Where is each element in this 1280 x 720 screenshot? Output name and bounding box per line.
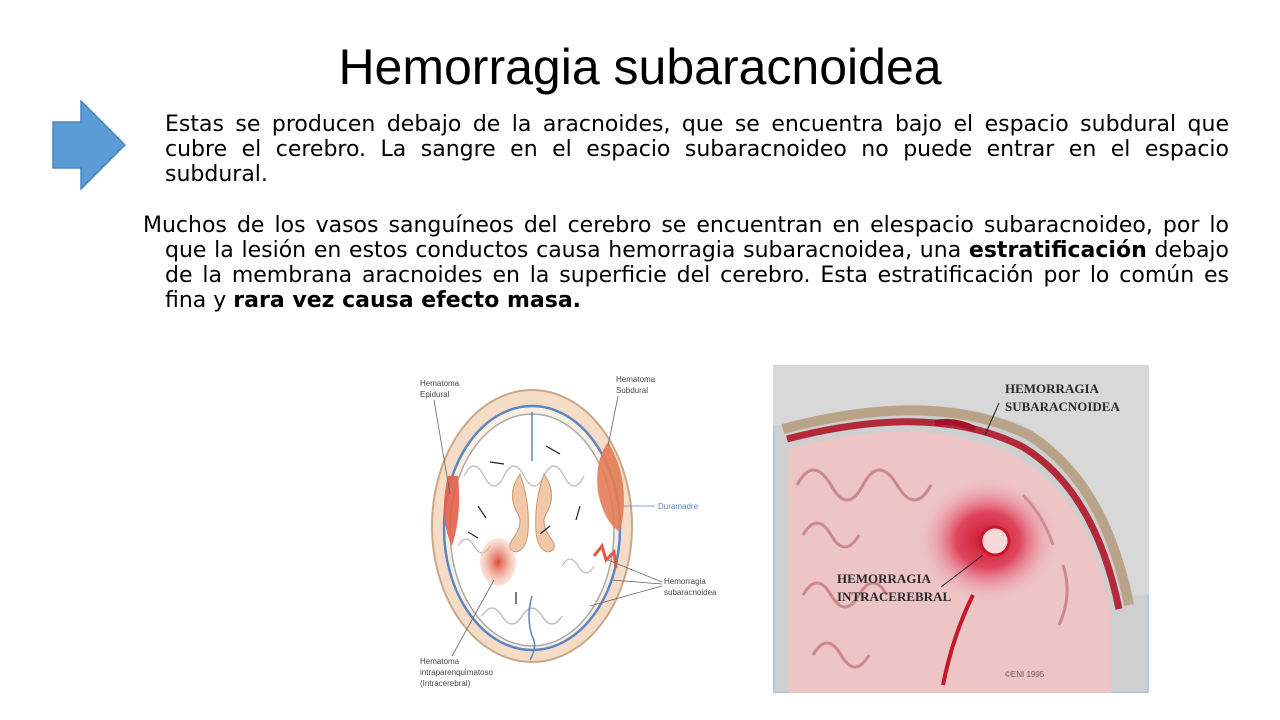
label-hematoma-epidural-2: Epidural (420, 390, 450, 399)
label-intra-2: intraparenquimatoso (420, 668, 493, 677)
hemorrhage-illustration (773, 365, 1149, 693)
paragraph-subaracnoid-location: Estas se producen debajo de la aracnoides, que se encuentra bajo el espacio subdural que cubre el cerebro. La sangre en el espacio subaracnoideo no puede entrar en el espacio subdural. (165, 112, 1229, 187)
bold-estratificacion: estratificación (968, 238, 1147, 263)
label-intra-1: Hematoma (420, 657, 460, 666)
bold-rara-vez: rara vez causa efecto masa. (233, 288, 582, 313)
right-arrow-icon (52, 100, 126, 190)
label-intra-3: (Intracerebral) (420, 679, 471, 688)
axial-brain-diagram (412, 366, 752, 696)
paragraph-text-2: debajo de la membrana aracnoides en la superficie del cerebro. Esta estratificación por lo común es fina y (165, 238, 1229, 313)
label-hematoma-subdural-2: Subdural (616, 386, 649, 395)
label-hemorragia-2: subaracnoidea (664, 588, 717, 597)
label-hemorragia-1: Hemorragia (664, 577, 706, 586)
paragraph-text-1: Muchos de los vasos sanguíneos del cerebro se encuentran en elespacio subaracnoideo, por lo que la lesión en estos conductos causa hemorragia subaracnoidea, una (143, 213, 1229, 263)
label-hematoma-epidural-1: Hematoma (420, 379, 460, 388)
label-hematoma-subdural-1: Hematoma (616, 375, 656, 384)
label-hemorragia-sub-2: SUBARACNOIDEA (1005, 399, 1120, 414)
label-hemorragia-intra-1: HEMORRAGIA (837, 571, 931, 586)
intracerebral-hematoma (480, 538, 516, 586)
paragraph-vessels (143, 213, 1229, 313)
label-duramadre: Duramadre (658, 502, 699, 511)
label-hemorragia-intra-2: INTRACEREBRAL (837, 589, 952, 604)
copyright-mark: ©ENI 1995 (1005, 670, 1045, 679)
label-hemorragia-sub-1: HEMORRAGIA (1005, 381, 1099, 396)
slide-title: Hemorragia subaracnoidea (338, 39, 942, 95)
